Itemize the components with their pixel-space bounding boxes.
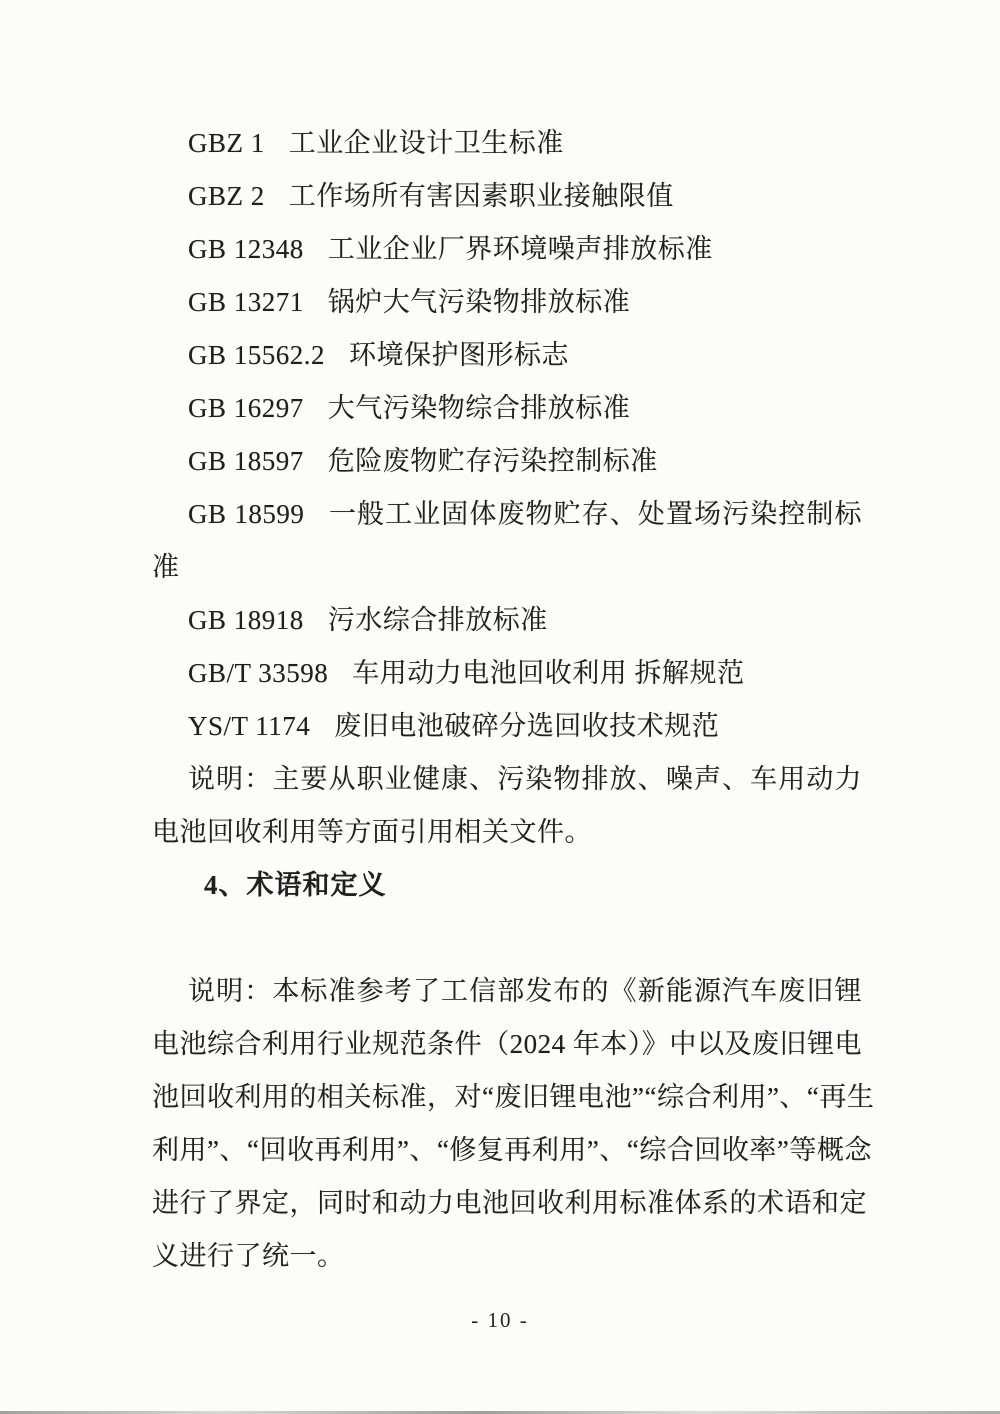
reference-code: GB 18918 bbox=[188, 605, 304, 635]
reference-name: 工业企业设计卫生标准 bbox=[288, 128, 564, 158]
reference-code: GB 15562.2 bbox=[188, 340, 326, 370]
reference-line bbox=[152, 435, 862, 488]
reference-code: GBZ 2 bbox=[188, 181, 265, 211]
note-line: 池回收利用的相关标准，对“废旧锂电池”“综合利用”、“再生 bbox=[152, 1082, 875, 1112]
reference-name: 废旧电池破碎分选回收技术规范 bbox=[334, 711, 720, 741]
note-line: 说明：本标准参考了工信部发布的《新能源汽车废旧锂 bbox=[188, 976, 862, 1006]
note-line: 电池回收利用等方面引用相关文件。 bbox=[152, 817, 592, 847]
reference-line bbox=[152, 488, 862, 541]
reference-name: 污水综合排放标准 bbox=[327, 605, 548, 635]
reference-code: GB 13271 bbox=[188, 287, 304, 317]
reference-name: 工业企业厂界环境噪声排放标准 bbox=[327, 234, 713, 264]
page-number: - 10 - bbox=[471, 1308, 529, 1332]
reference-name: 一般工业固体废物贮存、处置场污染控制标 bbox=[328, 499, 863, 529]
reference-name: 环境保护图形标志 bbox=[349, 340, 570, 370]
reference-line bbox=[152, 594, 862, 647]
blank-line bbox=[152, 912, 862, 965]
reference-name: 大气污染物综合排放标准 bbox=[327, 393, 631, 423]
reference-line bbox=[152, 329, 862, 382]
reference-code: YS/T 1174 bbox=[188, 711, 311, 741]
reference-line bbox=[152, 223, 862, 276]
document-body bbox=[152, 117, 875, 1283]
reference-code: GBZ 1 bbox=[188, 128, 265, 158]
reference-line bbox=[152, 700, 862, 753]
reference-line bbox=[152, 647, 862, 700]
reference-line bbox=[152, 382, 862, 435]
reference-continuation-line: 准 bbox=[152, 552, 180, 582]
reference-line bbox=[152, 276, 862, 329]
reference-line bbox=[152, 117, 862, 170]
note-line: 进行了界定，同时和动力电池回收利用标准体系的术语和定 bbox=[152, 1188, 867, 1218]
reference-code: GB/T 33598 bbox=[188, 658, 329, 688]
reference-name: 工作场所有害因素职业接触限值 bbox=[288, 181, 674, 211]
note-line: 说明：主要从职业健康、污染物排放、噪声、车用动力 bbox=[188, 764, 862, 794]
reference-code: GB 12348 bbox=[188, 234, 304, 264]
section-heading: 4、术语和定义 bbox=[204, 870, 387, 900]
note-line: 义进行了统一。 bbox=[152, 1241, 345, 1271]
reference-name: 危险废物贮存污染控制标准 bbox=[327, 446, 658, 476]
reference-name: 锅炉大气污染物排放标准 bbox=[327, 287, 631, 317]
note-line: 电池综合利用行业规范条件（2024 年本）》中以及废旧锂电 bbox=[152, 1029, 862, 1059]
reference-line bbox=[152, 170, 862, 223]
reference-name: 车用动力电池回收利用 拆解规范 bbox=[352, 658, 745, 688]
reference-code: GB 18599 bbox=[188, 499, 305, 529]
note-line: 利用”、“回收再利用”、“修复再利用”、“综合回收率”等概念 bbox=[152, 1135, 872, 1165]
reference-code: GB 16297 bbox=[188, 393, 304, 423]
reference-code: GB 18597 bbox=[188, 446, 304, 476]
